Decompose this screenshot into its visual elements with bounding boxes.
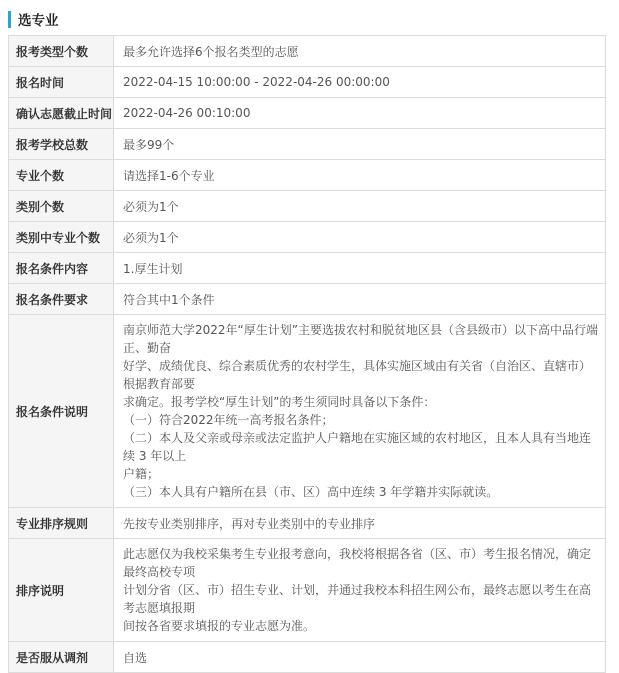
table-row <box>9 98 606 129</box>
section-accent-bar <box>8 11 11 28</box>
text-line: 好学、成绩优良、综合素质优秀的农村学生，具体实施区域由有关省（自治区、直辖市）根据教育部要 <box>123 359 592 391</box>
row-label: 报名条件说明 <box>9 315 114 508</box>
row-label: 是否服从调剂 <box>9 642 114 673</box>
row-value: 请选择1-6个专业 <box>114 160 606 191</box>
row-value: 必须为1个 <box>114 191 606 222</box>
row-value: 2022-04-15 10:00:00 - 2022-04-26 00:00:00 <box>114 67 606 98</box>
row-label: 类别个数 <box>9 191 114 222</box>
row-label: 报名条件内容 <box>9 253 114 284</box>
row-label: 报考学校总数 <box>9 129 114 160</box>
row-label: 报名条件要求 <box>9 284 114 315</box>
text-line: （一）符合2022年统一高考报名条件； <box>123 413 334 427</box>
table-row <box>9 284 606 315</box>
info-table <box>8 35 606 673</box>
text-line: 计划分省（区、市）招生专业、计划，并通过我校本科招生网公布，最终志愿以考生在高考志愿填报期 <box>123 583 592 615</box>
row-value-multiline <box>114 315 606 508</box>
row-label: 专业排序规则 <box>9 508 114 539</box>
table-row <box>9 129 606 160</box>
table-row <box>9 253 606 284</box>
section-header <box>8 10 59 28</box>
table-row <box>9 315 606 508</box>
row-value: 2022-04-26 00:10:00 <box>114 98 606 129</box>
table-row <box>9 642 606 673</box>
row-value: 1.厚生计划 <box>114 253 606 284</box>
row-label: 排序说明 <box>9 539 114 642</box>
row-label: 报考类型个数 <box>9 36 114 67</box>
row-value: 必须为1个 <box>114 222 606 253</box>
row-label: 报名时间 <box>9 67 114 98</box>
row-label: 类别中专业个数 <box>9 222 114 253</box>
row-value-multiline <box>114 539 606 642</box>
table-row <box>9 539 606 642</box>
text-line: 南京师范大学2022年“厚生计划”主要选拔农村和脱贫地区县（含县级市）以下高中品行端正、勤奋 <box>123 323 598 355</box>
row-value: 先按专业类别排序，再对专业类别中的专业排序 <box>114 508 606 539</box>
table-row <box>9 160 606 191</box>
table-row <box>9 508 606 539</box>
row-value: 符合其中1个条件 <box>114 284 606 315</box>
row-value: 自选 <box>114 642 606 673</box>
text-line: （二）本人及父亲或母亲或法定监护人户籍地在实施区域的农村地区，且本人具有当地连续 3 年以上 <box>123 431 592 463</box>
row-value: 最多允许选择6个报名类型的志愿 <box>114 36 606 67</box>
table-row <box>9 67 606 98</box>
row-value: 最多99个 <box>114 129 606 160</box>
section-title: 选专业 <box>18 13 59 29</box>
text-line: 户籍； <box>123 467 160 481</box>
text-line: 间按各省要求填报的专业志愿为准。 <box>123 619 316 633</box>
text-line: 此志愿仅为我校采集考生专业报考意向，我校将根据各省（区、市）考生报名情况，确定最终高校专项 <box>123 547 592 579</box>
text-line: （三）本人具有户籍所在县（市、区）高中连续 3 年学籍并实际就读。 <box>123 485 499 499</box>
table-row <box>9 222 606 253</box>
table-row <box>9 191 606 222</box>
text-line: 求确定。报考学校“厚生计划”的考生须同时具备以下条件： <box>123 395 436 409</box>
row-label: 确认志愿截止时间 <box>9 98 114 129</box>
row-label: 专业个数 <box>9 160 114 191</box>
table-row <box>9 36 606 67</box>
